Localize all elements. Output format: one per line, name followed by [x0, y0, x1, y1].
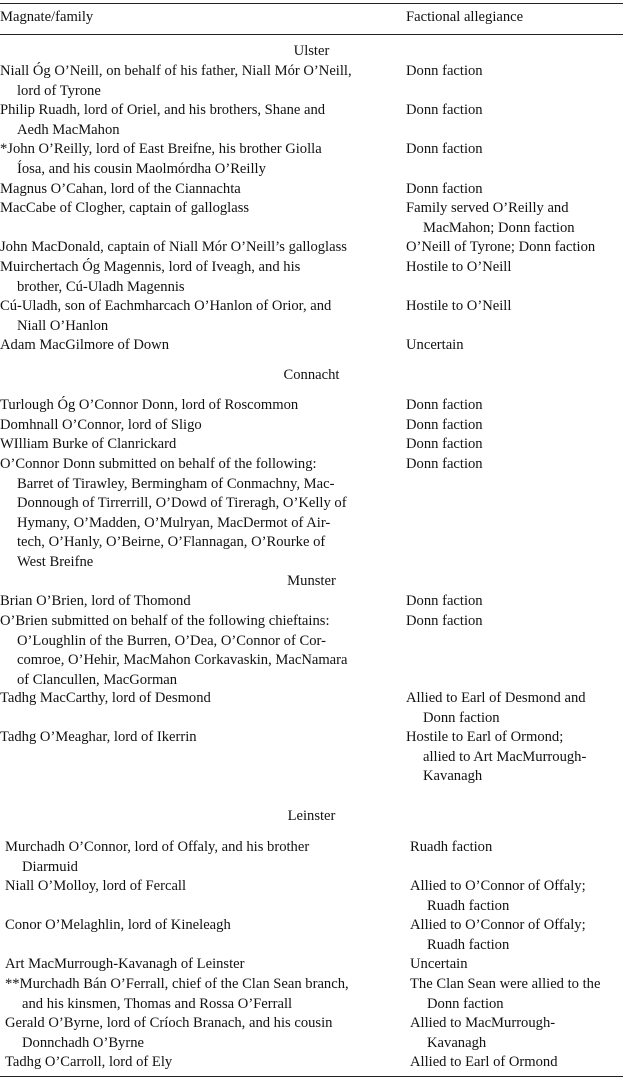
magnate-line: Art MacMurrough-Kavanagh of Leinster	[5, 956, 245, 972]
allegiance-line: Hostile to O’Neill	[406, 259, 512, 275]
magnate-line: O’Loughlin of the Burren, O’Dea, O’Connor of Cor-	[17, 632, 326, 649]
allegiance-line: The Clan Sean were allied to the	[410, 976, 601, 992]
allegiance-cell	[406, 396, 620, 416]
magnate-cell	[5, 975, 405, 1014]
allegiance-cell	[406, 592, 620, 612]
magnate-cell	[0, 612, 400, 690]
magnate-cell	[5, 1014, 405, 1053]
header-allegiance: Factional allegiance	[406, 9, 524, 25]
magnate-cell	[0, 258, 400, 297]
allegiance-line: Donn faction	[427, 995, 504, 1012]
allegiance-line: Family served O’Reilly and	[406, 200, 569, 216]
magnate-line: **Murchadh Bán O’Ferrall, chief of the Clan Sean branch,	[5, 976, 349, 992]
magnate-cell	[0, 416, 400, 436]
allegiance-line: allied to Art MacMurrough-	[423, 748, 587, 765]
allegiance-line: Allied to Earl of Desmond and	[406, 690, 586, 706]
magnate-line: Donnough of Tirrerrill, O’Dowd of Tireragh, O’Kelly of	[17, 495, 347, 512]
allegiance-cell	[406, 416, 620, 436]
magnate-line: Barret of Tirawley, Bermingham of Conmachny, Mac-	[17, 475, 335, 492]
magnate-cell	[0, 336, 400, 356]
allegiance-cell	[406, 199, 620, 238]
magnate-line: WIlliam Burke of Clanrickard	[0, 436, 177, 452]
allegiance-cell	[406, 612, 620, 632]
allegiance-line: Donn faction	[406, 141, 483, 157]
magnate-line: Tadhg O’Meaghar, lord of Ikerrin	[0, 729, 197, 745]
magnate-cell	[0, 435, 400, 455]
magnate-cell	[0, 62, 400, 101]
allegiance-cell	[406, 689, 620, 728]
allegiance-line: Donn faction	[406, 593, 483, 609]
top-rule	[0, 3, 623, 4]
magnate-cell	[5, 916, 405, 936]
magnate-line: Hymany, O’Madden, O’Mulryan, MacDermot of Air-	[17, 514, 331, 531]
allegiance-cell	[406, 435, 620, 455]
allegiance-cell	[410, 1053, 623, 1073]
magnate-line: Tadhg MacCarthy, lord of Desmond	[0, 690, 211, 706]
allegiance-line: Uncertain	[406, 337, 464, 353]
magnate-line: Donnchadh O’Byrne	[22, 1034, 144, 1051]
allegiance-cell	[410, 975, 623, 1014]
magnate-line: Tadhg O’Carroll, lord of Ely	[5, 1054, 173, 1070]
magnate-line: Cú-Uladh, son of Eachmharcach O’Hanlon of Orior, and	[0, 298, 332, 314]
bottom-rule	[0, 1076, 623, 1077]
allegiance-cell	[406, 297, 620, 317]
allegiance-cell	[406, 180, 620, 200]
magnate-line: West Breifne	[17, 553, 94, 570]
allegiance-cell	[406, 258, 620, 278]
header-rule	[0, 34, 623, 35]
allegiance-cell	[410, 955, 623, 975]
magnate-line: comroe, O’Hehir, MacMahon Corkavaskin, MacNamara	[17, 652, 348, 669]
allegiance-cell	[406, 140, 620, 160]
allegiance-cell	[406, 728, 620, 787]
allegiance-line: Kavanagh	[427, 1034, 487, 1051]
magnate-cell	[5, 838, 405, 877]
magnate-line: Murchadh O’Connor, lord of Offaly, and his brother	[5, 839, 310, 855]
allegiance-line: Ruadh faction	[410, 839, 493, 855]
allegiance-cell	[410, 916, 623, 955]
magnate-line: of Clancullen, MacGorman	[17, 671, 178, 688]
magnate-cell	[0, 140, 400, 179]
allegiance-line: Donn faction	[406, 63, 483, 79]
section-title: Ulster	[293, 43, 330, 59]
allegiance-line: Hostile to O’Neill	[406, 298, 512, 314]
magnate-line: Gerald O’Byrne, lord of Críoch Branach, and his cousin	[5, 1015, 333, 1031]
allegiance-cell	[406, 238, 620, 258]
allegiance-line: Uncertain	[410, 956, 468, 972]
magnate-line: lord of Tyrone	[17, 82, 101, 99]
allegiance-line: Allied to O’Connor of Offaly;	[410, 917, 586, 933]
section-title: Munster	[287, 573, 336, 589]
allegiance-cell	[406, 101, 620, 121]
magnate-line: O’Brien submitted on behalf of the following chieftains:	[0, 613, 330, 629]
allegiance-cell	[410, 1014, 623, 1053]
header-magnate: Magnate/family	[0, 9, 94, 25]
section-title: Leinster	[287, 808, 336, 824]
magnate-cell	[0, 396, 400, 416]
magnate-line: and his kinsmen, Thomas and Rossa O’Ferrall	[22, 995, 293, 1012]
magnate-line: MacCabe of Clogher, captain of galloglass	[0, 200, 250, 216]
magnate-cell	[5, 877, 405, 897]
allegiance-line: MacMahon; Donn faction	[423, 219, 575, 236]
magnate-line: Magnus O’Cahan, lord of the Ciannachta	[0, 181, 241, 197]
magnate-line: Diarmuid	[22, 858, 78, 875]
magnate-cell	[0, 238, 400, 258]
magnate-line: Adam MacGilmore of Down	[0, 337, 170, 353]
allegiance-cell	[410, 838, 623, 858]
allegiance-line: Donn faction	[406, 397, 483, 413]
section-title: Connacht	[283, 367, 340, 383]
magnate-cell	[0, 101, 400, 140]
magnate-cell	[0, 199, 400, 219]
allegiance-line: Donn faction	[423, 709, 500, 726]
magnate-line: O’Connor Donn submitted on behalf of the following:	[0, 456, 317, 472]
allegiance-line: Allied to Earl of Ormond	[410, 1054, 558, 1070]
allegiance-cell	[410, 877, 623, 916]
magnate-line: Turlough Óg O’Connor Donn, lord of Roscommon	[0, 397, 299, 413]
magnate-line: Niall Óg O’Neill, on behalf of his father, Niall Mór O’Neill,	[0, 63, 352, 79]
allegiance-line: Donn faction	[406, 181, 483, 197]
magnate-line: Brian O’Brien, lord of Thomond	[0, 593, 191, 609]
allegiance-line: Hostile to Earl of Ormond;	[406, 729, 564, 745]
magnate-line: Íosa, and his cousin Maolmórdha O’Reilly	[17, 160, 266, 177]
magnate-cell	[5, 955, 405, 975]
magnate-line: Domhnall O’Connor, lord of Sligo	[0, 417, 202, 433]
allegiance-line: Donn faction	[406, 102, 483, 118]
allegiance-line: Donn faction	[406, 436, 483, 452]
magnate-line: Muirchertach Óg Magennis, lord of Iveagh, and his	[0, 259, 301, 275]
magnate-line: Niall O’Molloy, lord of Fercall	[5, 878, 187, 894]
magnate-line: *John O’Reilly, lord of East Breifne, his brother Giolla	[0, 141, 322, 157]
magnate-cell	[0, 728, 400, 748]
allegiance-cell	[406, 62, 620, 82]
magnate-cell	[0, 180, 400, 200]
allegiance-cell	[406, 455, 620, 475]
magnate-cell	[0, 592, 400, 612]
allegiance-line: Donn faction	[406, 456, 483, 472]
allegiance-line: Ruadh faction	[427, 897, 510, 914]
allegiance-line: O’Neill of Tyrone; Donn faction	[406, 239, 596, 255]
magnate-line: Philip Ruadh, lord of Oriel, and his brothers, Shane and	[0, 102, 326, 118]
allegiance-line: Donn faction	[406, 613, 483, 629]
magnate-line: tech, O’Hanly, O’Beirne, O’Flannagan, O’Rourke of	[17, 534, 326, 551]
allegiance-line: Ruadh faction	[427, 936, 510, 953]
magnate-line: Conor O’Melaghlin, lord of Kineleagh	[5, 917, 231, 933]
magnate-cell	[0, 455, 400, 573]
magnate-line: Niall O’Hanlon	[17, 317, 109, 334]
allegiance-line: Donn faction	[406, 417, 483, 433]
magnate-cell	[0, 689, 400, 709]
allegiance-line: Kavanagh	[423, 768, 483, 785]
magnate-line: Aedh MacMahon	[17, 121, 120, 138]
allegiance-cell	[406, 336, 620, 356]
allegiance-line: Allied to MacMurrough-	[410, 1015, 556, 1031]
magnate-line: brother, Cú-Uladh Magennis	[17, 278, 185, 295]
magnate-line: John MacDonald, captain of Niall Mór O’Neill’s galloglass	[0, 239, 347, 255]
magnate-cell	[5, 1053, 405, 1073]
allegiance-line: Allied to O’Connor of Offaly;	[410, 878, 586, 894]
magnate-cell	[0, 297, 400, 336]
